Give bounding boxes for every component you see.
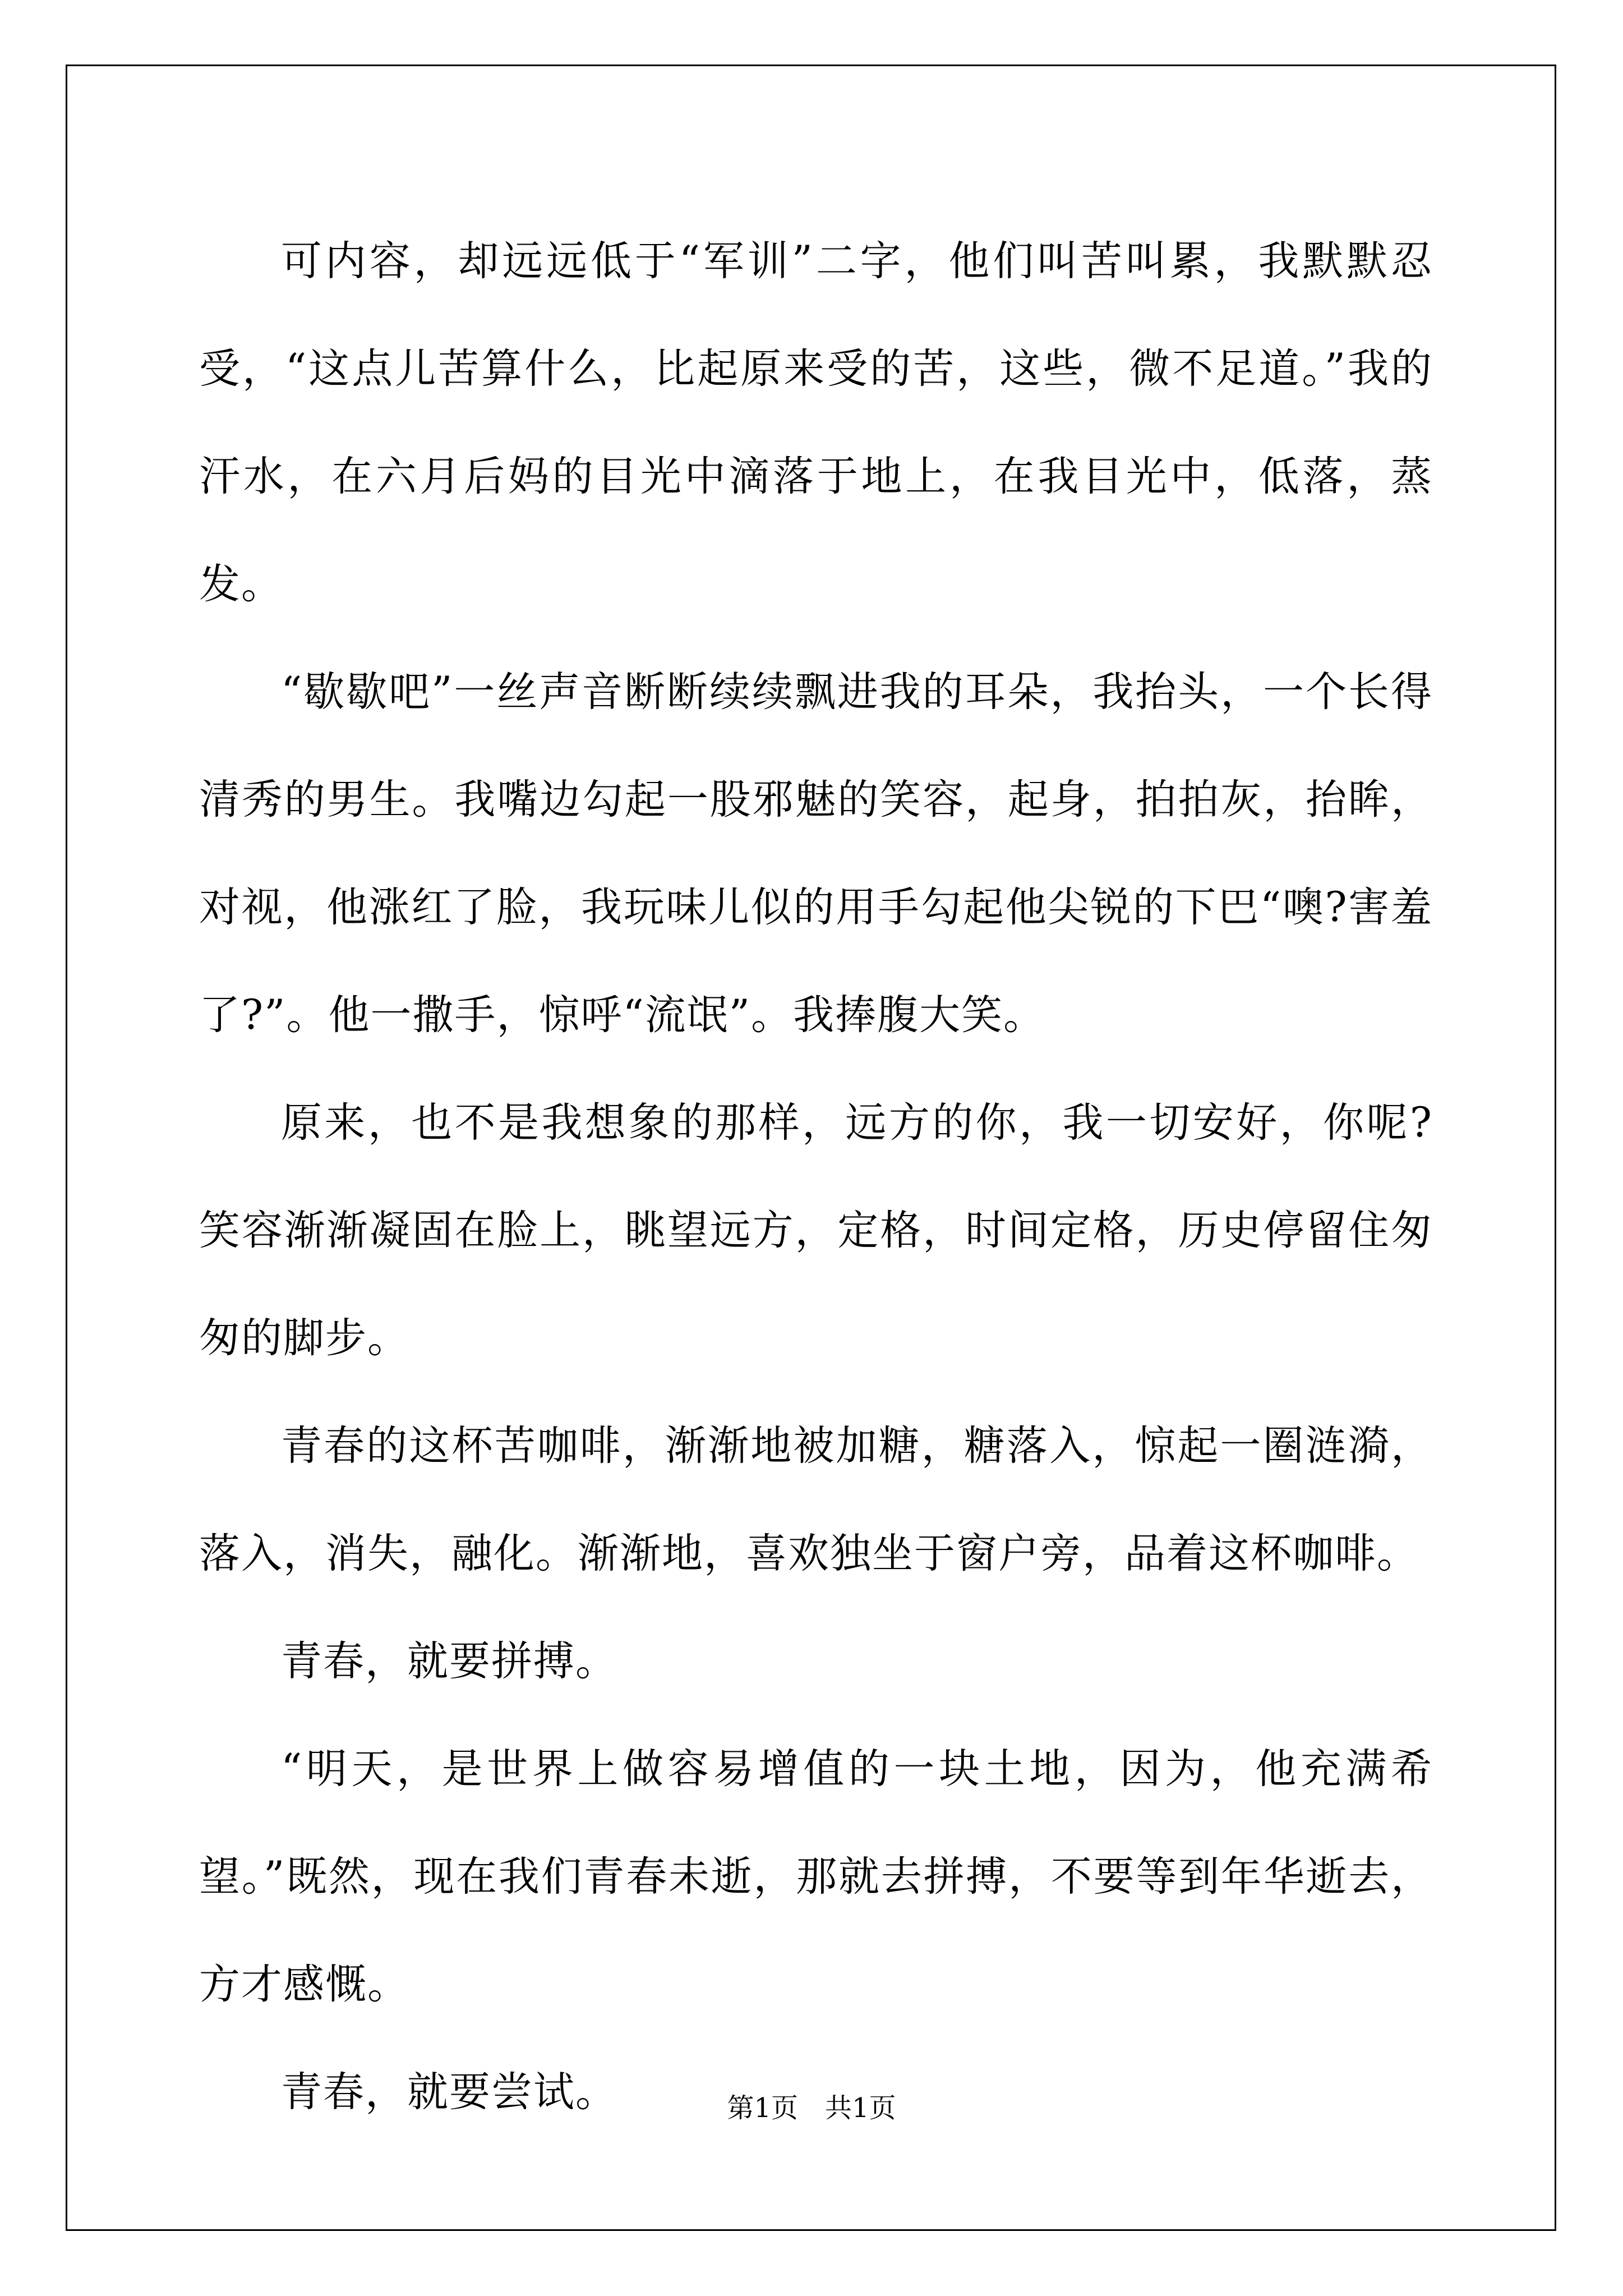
page-number-footer: 第1页 共1页 [727, 2092, 896, 2124]
paragraph: “歇歇吧”一丝声音断断续续飘进我的耳朵，我抬头，一个长得清秀的男生。我嘴边勾起一股邪魅的笑容，起身，拍拍灰，抬眸，对视，他涨红了脸，我玩味儿似的用手勾起他尖锐的下巴“噢?害羞了?”。他一撒手，惊呼“流氓”。我捧腹大笑。 [199, 668, 1433, 1039]
document-body [199, 208, 1433, 2146]
paragraph: 青春，就要尝试。 [281, 2068, 617, 2116]
paragraph: 青春，就要拼搏。 [281, 1637, 617, 1685]
paragraph: “明天，是世界上做容易增值的一块土地，因为，他充满希望。”既然，现在我们青春未逝，那就去拼搏，不要等到年华逝去，方才感慨。 [199, 1745, 1433, 2008]
paragraph: 青春的这杯苦咖啡，渐渐地被加糖，糖落入，惊起一圈涟漪，落入，消失，融化。渐渐地，喜欢独坐于窗户旁，品着这杯咖啡。 [199, 1422, 1433, 1577]
paragraph: 可内容，却远远低于“军训”二字，他们叫苦叫累，我默默忍受，“这点儿苦算什么，比起原来受的苦，这些，微不足道。”我的汗水，在六月后妈的目光中滴落于地上，在我目光中，低落，蒸发。 [199, 237, 1433, 608]
paragraph: 原来，也不是我想象的那样，远方的你，我一切安好，你呢?笑容渐渐凝固在脸上，眺望远方，定格，时间定格，历史停留住匆匆的脚步。 [199, 1099, 1433, 1362]
